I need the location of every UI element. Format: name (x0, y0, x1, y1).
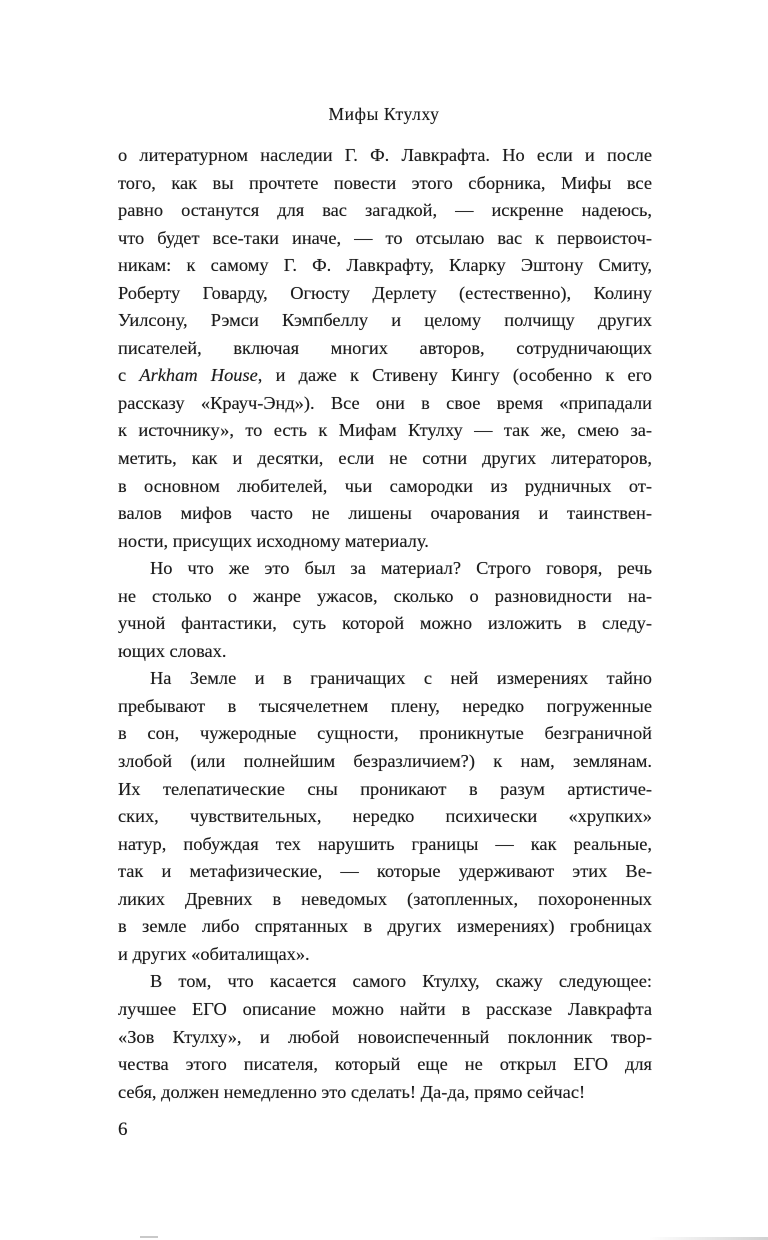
text-line (118, 913, 652, 941)
text-line (118, 720, 652, 748)
text-line (118, 858, 652, 886)
text-segment: Роберту Говарду, Огюсту Дерлету (естественно), Колину (118, 282, 652, 303)
text-line (118, 1024, 652, 1052)
text-segment: себя, должен немедленно это сделать! Да-да, прямо сейчас! (118, 1081, 586, 1102)
text-line (118, 610, 652, 638)
text-segment: натур, побуждая тех нарушить границы — как реальные, (118, 833, 652, 854)
text-line (118, 445, 652, 473)
text-segment: равно останутся для вас загадкой, — искренне надеюсь, (118, 200, 652, 221)
text-segment: пребывают в тысячелетнем плену, нередко погруженные (118, 695, 652, 716)
text-segment: Уилсону, Рэмси Кэмпбеллу и целому полчищу других (118, 310, 652, 331)
text-segment: к источнику», то есть к Мифам Ктулху — так же, смею за- (118, 420, 652, 441)
text-segment: ющих словах. (118, 640, 227, 661)
text-segment: валов мифов часто не лишены очарования и таинствен- (118, 503, 652, 524)
text-segment: метить, как и десятки, если не сотни других литераторов, (118, 448, 652, 469)
text-line (118, 968, 652, 996)
text-segment: в земле либо спрятанных в других измерениях) гробницах (118, 916, 652, 937)
text-line (118, 500, 652, 528)
text-line (118, 831, 652, 859)
text-line (118, 362, 652, 390)
text-line (118, 390, 652, 418)
text-line (118, 886, 652, 914)
text-segment: ликих Древних в неведомых (затопленных, похороненных (118, 888, 652, 909)
text-line (118, 941, 652, 969)
text-line (118, 307, 652, 335)
text-line (118, 417, 652, 445)
text-segment: лучшее ЕГО описание можно найти в рассказе Лавкрафта (118, 998, 652, 1019)
text-line (118, 583, 652, 611)
text-line (118, 665, 652, 693)
text-line (118, 996, 652, 1024)
text-segment: , и даже к Стивену Кингу (особенно к его (257, 365, 652, 386)
text-segment: Их телепатические сны проникают в разум артистиче- (118, 778, 652, 799)
text-line (118, 473, 652, 501)
paragraph (118, 968, 652, 1106)
scan-artifact-left (140, 1236, 158, 1238)
paragraph (118, 142, 652, 555)
text-segment: злобой (или полнейшим безразличием?) к нам, землянам. (118, 751, 652, 772)
text-line (118, 776, 652, 804)
text-segment: В том, что касается самого Ктулху, скажу следующее: (150, 971, 652, 992)
text-line (118, 142, 652, 170)
italic-book-title: Arkham House (139, 365, 258, 386)
paragraph (118, 665, 652, 968)
text-segment: с (118, 365, 140, 386)
text-line (118, 693, 652, 721)
text-segment: того, как вы прочтете повести этого сборника, Мифы все (118, 172, 652, 193)
text-line (118, 225, 652, 253)
text-line (118, 252, 652, 280)
text-segment: Но что же это был за материал? Строго говоря, речь (150, 558, 652, 579)
page-number: 6 (118, 1119, 128, 1140)
text-line (118, 748, 652, 776)
text-segment: о литературном наследии Г. Ф. Лавкрафта. Но если и после (118, 145, 652, 165)
text-line (118, 197, 652, 225)
text-line (118, 1051, 652, 1079)
text-line (118, 803, 652, 831)
text-segment: рассказу «Крауч-Энд»). Все они в свое время «припадали (118, 392, 652, 413)
text-segment: чества этого писателя, который еще не открыл ЕГО для (118, 1054, 652, 1075)
text-segment: учной фантастики, суть которой можно изложить в следу- (118, 613, 652, 634)
text-segment: писателей, включая многих авторов, сотрудничающих (118, 337, 652, 358)
text-segment: и других «обиталищах». (118, 943, 310, 964)
paragraph (118, 555, 652, 665)
text-segment: так и метафизические, — которые удерживают этих Ве- (118, 861, 652, 882)
text-segment: в основном любителей, чьи самородки из рудничных от- (118, 475, 652, 496)
page-body (118, 142, 652, 1106)
text-segment: На Земле и в граничащих с ней измерениях тайно (150, 668, 652, 689)
text-line (118, 555, 652, 583)
text-line (118, 170, 652, 198)
text-segment: ности, присущих исходному материалу. (118, 530, 429, 551)
text-segment: не столько о жанре ужасов, сколько о разновидности на- (118, 585, 652, 606)
text-line (118, 280, 652, 308)
text-segment: «Зов Ктулху», и любой новоиспеченный поклонник твор- (118, 1026, 652, 1047)
text-segment: ских, чувствительных, нередко психически «хрупких» (118, 806, 652, 827)
text-segment: что будет все-таки иначе, — то отсылаю вас к первоисточ- (118, 227, 652, 248)
text-line (118, 1079, 652, 1107)
text-segment: никам: к самому Г. Ф. Лавкрафту, Кларку Эштону Смиту, (118, 255, 652, 276)
running-header: Мифы Ктулху (328, 104, 440, 124)
text-line (118, 638, 652, 666)
text-line (118, 528, 652, 556)
text-segment: в сон, чужеродные сущности, проникнутые безграничной (118, 723, 652, 744)
text-line (118, 335, 652, 363)
